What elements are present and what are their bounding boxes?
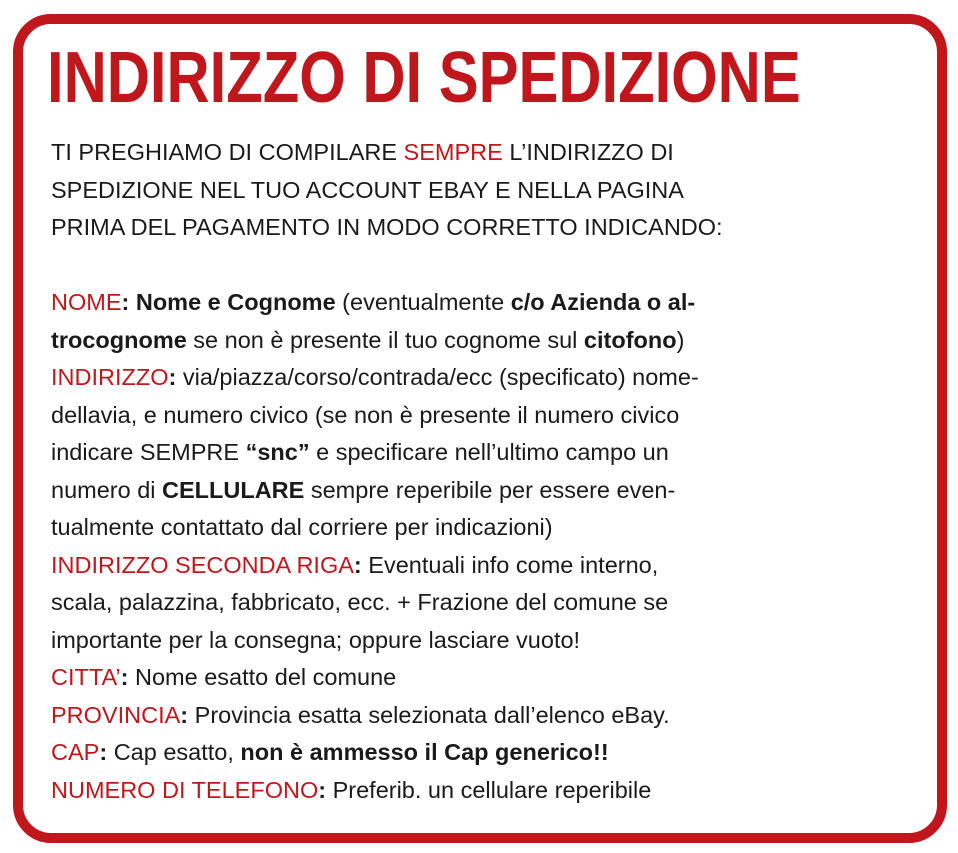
telefono-line (51, 772, 931, 810)
indirizzo-bold-text: CELLULARE (162, 476, 305, 503)
page-title: INDIRIZZO DI SPEDIZIONE (47, 38, 801, 118)
seconda-riga-text: Eventuali info come interno, (368, 551, 659, 578)
nome-text: (eventualmente (335, 289, 511, 315)
seconda-riga-line-2: scala, palazzina, fabbricato, ecc. + Frazione del comune se (51, 589, 669, 615)
label-colon: : (120, 664, 135, 690)
cap-text: Cap esatto, (113, 739, 241, 765)
intro-text: L’INDIRIZZO DI (502, 139, 674, 165)
provincia-line (51, 697, 931, 735)
nome-line-2 (51, 322, 931, 360)
intro-line-1 (51, 134, 931, 172)
field-label-seconda-riga: INDIRIZZO SECONDA RIGA (51, 551, 354, 578)
field-label-cap: CAP (51, 739, 100, 765)
indirizzo-bold-text: “snc” (245, 439, 310, 465)
instructions-body (51, 134, 931, 809)
spacer (51, 247, 931, 285)
intro-line-3: PRIMA DEL PAGAMENTO IN MODO CORRETTO INDICANDO: (51, 214, 723, 240)
label-colon: : (168, 364, 183, 390)
indirizzo-text: via/piazza/corso/contrada/ecc (specificato) nome- (182, 364, 699, 390)
indirizzo-text: indicare SEMPRE (51, 439, 246, 465)
nome-bold-text: trocognome (51, 326, 187, 353)
intro-text: TI PREGHIAMO DI COMPILARE (51, 139, 404, 165)
cap-line (51, 734, 931, 772)
indirizzo-line-4 (51, 472, 931, 510)
field-label-provincia: PROVINCIA (51, 701, 181, 728)
nome-bold-text: Nome e Cognome (135, 289, 336, 315)
citta-line (51, 659, 931, 697)
indirizzo-line-3 (51, 434, 931, 472)
seconda-riga-line-3: importante per la consegna; oppure lasciare vuoto! (51, 626, 581, 653)
label-colon: : (121, 289, 136, 315)
nome-text: ) (676, 326, 685, 353)
nome-text: se non è presente il tuo cognome sul (186, 326, 584, 353)
indirizzo-text: numero di (51, 476, 163, 503)
indirizzo-text: e specificare nell’ultimo campo un (309, 439, 669, 465)
field-label-nome: NOME (51, 289, 122, 315)
cap-bold-text: non è ammesso il Cap generico!! (240, 739, 609, 765)
indirizzo-text: sempre reperibile per essere even- (304, 476, 676, 503)
label-colon: : (180, 701, 195, 728)
seconda-riga-line-1 (51, 547, 931, 585)
field-label-indirizzo: INDIRIZZO (51, 364, 169, 390)
intro-emphasis-sempre: SEMPRE (403, 139, 503, 165)
indirizzo-line-2: dellavia, e numero civico (se non è presente il numero civico (51, 401, 680, 428)
label-colon: : (99, 739, 114, 765)
field-label-citta: CITTA’ (51, 664, 121, 690)
citta-text: Nome esatto del comune (134, 664, 397, 690)
label-colon: : (318, 776, 333, 803)
provincia-text: Provincia esatta selezionata dall’elenco eBay. (194, 701, 670, 728)
indirizzo-line-1 (51, 359, 931, 397)
field-label-telefono: NUMERO DI TELEFONO (51, 776, 319, 803)
intro-line-2: SPEDIZIONE NEL TUO ACCOUNT EBAY E NELLA PAGINA (51, 176, 684, 203)
telefono-text: Preferib. un cellulare reperibile (332, 776, 652, 803)
nome-bold-text: c/o Azienda o al- (510, 289, 696, 315)
label-colon: : (353, 551, 369, 578)
nome-bold-text: citofono (583, 326, 677, 353)
indirizzo-line-5: tualmente contattato dal corriere per indicazioni) (51, 514, 553, 540)
nome-line-1 (51, 284, 931, 322)
